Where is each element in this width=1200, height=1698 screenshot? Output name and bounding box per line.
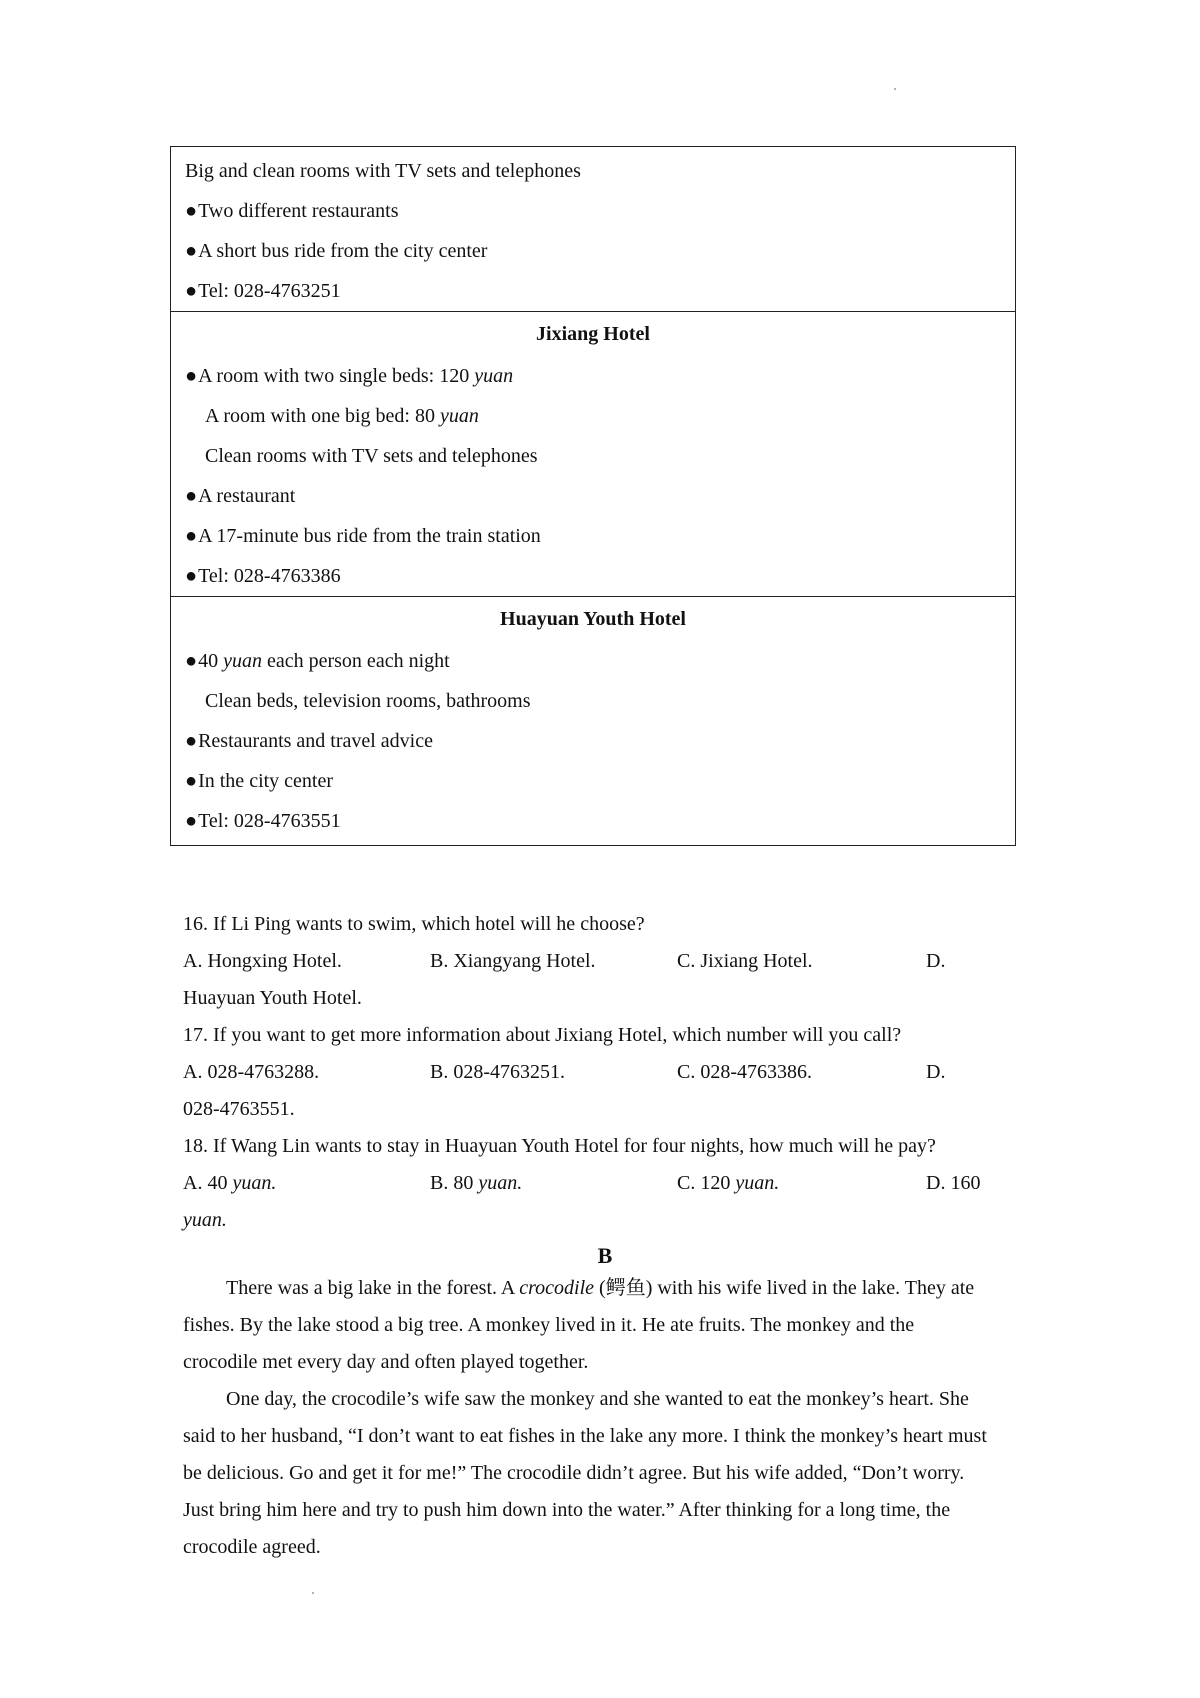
bullet-icon: ● <box>185 810 198 832</box>
feature-text: A room with one big bed: 80 <box>205 405 440 427</box>
passage-text: said to her husband, “I don’t want to eat fishes in the lake any more. I think the monkey’s heart must <box>183 1425 987 1447</box>
hotel-section <box>171 596 1015 845</box>
feature-text: Tel: 028-4763251 <box>198 280 341 302</box>
option-d: D. 160 <box>926 1172 981 1194</box>
question-18-options <box>183 1165 1023 1202</box>
questions-block <box>183 906 1023 1239</box>
passage-line <box>183 1344 1028 1381</box>
feature-text: Clean rooms with TV sets and telephones <box>205 445 538 467</box>
option-a-unit: yuan. <box>232 1172 277 1194</box>
hotel-feature-line <box>185 476 1001 516</box>
passage-line <box>183 1381 1028 1418</box>
reading-passage <box>183 1270 1028 1566</box>
hotel-section <box>171 311 1015 596</box>
passage-text: fishes. By the lake stood a big tree. A monkey lived in it. He ate fruits. The monkey and the <box>183 1314 915 1336</box>
feature-text-after: each person each night <box>261 650 450 672</box>
hotel-feature-line <box>185 761 1001 801</box>
option-c-unit: yuan. <box>735 1172 780 1194</box>
hotel-info-table <box>170 146 1016 846</box>
feature-text: 40 <box>198 650 224 672</box>
question-16-stem: 16. If Li Ping wants to swim, which hotel will he choose? <box>183 913 645 935</box>
hotel-feature-line <box>185 556 1001 596</box>
option-c-text: C. 120 <box>677 1172 736 1194</box>
bullet-icon: ● <box>185 730 198 752</box>
option-a-text: A. 40 <box>183 1172 233 1194</box>
section-b-heading: B <box>597 1243 613 1268</box>
hotel-feature-line <box>185 356 1001 396</box>
option-d-unit: yuan. <box>183 1209 227 1231</box>
hotel-feature-line <box>185 151 1001 191</box>
hotel-feature-line <box>185 721 1001 761</box>
bullet-icon: ● <box>185 770 198 792</box>
option-d-wrap <box>183 1202 1023 1239</box>
option-b: B. Xiangyang Hotel. <box>430 950 596 972</box>
option-a <box>183 1165 276 1202</box>
option-d: D. <box>926 1061 946 1083</box>
option-d: D. <box>926 950 946 972</box>
question-18-stem: 18. If Wang Lin wants to stay in Huayuan Youth Hotel for four nights, how much will he pay? <box>183 1135 936 1157</box>
question-17-stem: 17. If you want to get more information about Jixiang Hotel, which number will you call? <box>183 1024 902 1046</box>
passage-text: There was a big lake in the forest. A <box>226 1277 520 1299</box>
bullet-icon: ● <box>185 525 198 547</box>
passage-text: Just bring him here and try to push him down into the water.” After thinking for a long time, the <box>183 1499 951 1521</box>
option-c: C. 028-4763386. <box>677 1061 812 1083</box>
feature-text: Restaurants and travel advice <box>198 730 433 752</box>
feature-text: Big and clean rooms with TV sets and telephones <box>185 160 581 182</box>
option-c <box>677 1165 779 1202</box>
bullet-icon: ● <box>185 365 198 387</box>
feature-text: Tel: 028-4763386 <box>198 565 341 587</box>
feature-unit: yuan <box>439 405 479 427</box>
scan-speck <box>894 88 896 90</box>
feature-unit: yuan <box>223 650 262 672</box>
hotel-feature-line <box>185 641 1001 681</box>
passage-line <box>183 1270 1028 1307</box>
hotel-feature-line <box>185 231 1001 271</box>
passage-text: crocodile met every day and often played together. <box>183 1351 589 1373</box>
passage-italic: crocodile <box>519 1277 595 1299</box>
option-a: A. Hongxing Hotel. <box>183 950 342 972</box>
passage-text: crocodile agreed. <box>183 1536 321 1558</box>
option-c: C. Jixiang Hotel. <box>677 950 813 972</box>
option-d-wrap: Huayuan Youth Hotel. <box>183 987 362 1009</box>
bullet-icon: ● <box>185 565 198 587</box>
hotel-feature-line <box>185 271 1001 311</box>
passage-text-after: (鳄鱼) with his wife lived in the lake. They ate <box>594 1277 975 1299</box>
option-b-text: B. 80 <box>430 1172 479 1194</box>
question-17-options <box>183 1054 1023 1091</box>
hotel-feature-line <box>185 436 1001 476</box>
passage-line <box>183 1307 1028 1344</box>
hotel-feature-line <box>185 396 1001 436</box>
hotel-name: Jixiang Hotel <box>536 323 650 345</box>
question-16-options <box>183 943 1023 980</box>
hotel-section <box>171 147 1015 311</box>
option-a: A. 028-4763288. <box>183 1061 320 1083</box>
bullet-icon: ● <box>185 240 198 262</box>
feature-text: A short bus ride from the city center <box>198 240 488 262</box>
bullet-icon: ● <box>185 200 198 222</box>
option-d-wrap: 028-4763551. <box>183 1098 295 1120</box>
feature-unit: yuan <box>474 365 514 387</box>
passage-line <box>183 1418 1028 1455</box>
hotel-feature-line <box>185 516 1001 556</box>
feature-text: Tel: 028-4763551 <box>198 810 341 832</box>
feature-text: A room with two single beds: 120 <box>198 365 475 387</box>
hotel-name: Huayuan Youth Hotel <box>500 608 686 630</box>
passage-line <box>183 1455 1028 1492</box>
passage-text: One day, the crocodile’s wife saw the monkey and she wanted to eat the monkey’s heart. She <box>226 1388 969 1410</box>
feature-text: Clean beds, television rooms, bathrooms <box>205 690 531 712</box>
passage-text: be delicious. Go and get it for me!” The crocodile didn’t agree. But his wife added, “Don’t worry. <box>183 1462 965 1484</box>
option-b-unit: yuan. <box>478 1172 523 1194</box>
scan-speck <box>312 1592 314 1594</box>
feature-text: A 17-minute bus ride from the train station <box>198 525 541 547</box>
hotel-feature-line <box>185 801 1001 841</box>
hotel-feature-line <box>185 191 1001 231</box>
bullet-icon: ● <box>185 650 198 672</box>
feature-text: Two different restaurants <box>198 200 399 222</box>
option-b <box>430 1165 522 1202</box>
bullet-icon: ● <box>185 280 198 302</box>
passage-line <box>183 1529 1028 1566</box>
passage-line <box>183 1492 1028 1529</box>
feature-text: In the city center <box>198 770 334 792</box>
feature-text: A restaurant <box>198 485 296 507</box>
option-b: B. 028-4763251. <box>430 1061 565 1083</box>
bullet-icon: ● <box>185 485 198 507</box>
hotel-feature-line <box>185 681 1001 721</box>
